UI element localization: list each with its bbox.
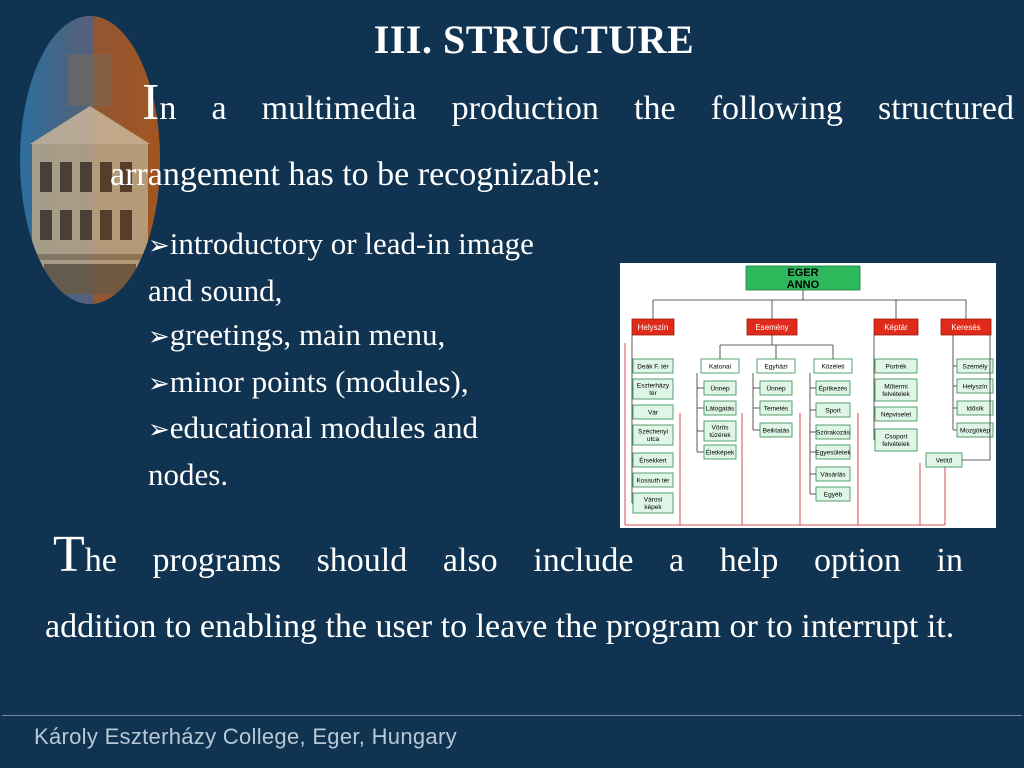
- egyhazi-item-label: Temetés: [763, 405, 789, 413]
- kozeleti-item-label: Szórakozás: [816, 429, 850, 437]
- helyszin-item-label: Széchenyi: [638, 428, 668, 436]
- root-label: EGER: [787, 266, 819, 279]
- intro-line-1: n a multimedia production the following structured: [159, 90, 1014, 127]
- helyszin-item-label: Kossuth tér: [636, 477, 670, 485]
- helyszin-item-label: Városi: [643, 496, 663, 504]
- bullet-item: [148, 360, 618, 407]
- category-label: Keresés: [951, 322, 981, 332]
- katonai-item-label: Vörös: [711, 424, 729, 432]
- keptar-item-label: Portrék: [885, 363, 907, 371]
- slide-title: III. STRUCTURE: [373, 17, 695, 62]
- kereses-item-label: Helyszín: [962, 383, 988, 391]
- category-label: Képtár: [884, 322, 908, 332]
- egyhazi-item-label: Ünnep: [766, 385, 786, 393]
- category-label: Helyszín: [637, 322, 669, 332]
- kereses-item-label: Mozgókép: [960, 427, 990, 435]
- bullet-item: [148, 222, 618, 269]
- footer-institution: Károly Eszterházy College, Eger, Hungary: [34, 724, 457, 749]
- egyhazi-item-label: Beiktatás: [762, 427, 790, 435]
- bullet-text: greetings, main menu,: [169, 317, 446, 352]
- keptar-item-label: Csoport: [884, 433, 908, 441]
- bullet-item: [148, 313, 618, 360]
- keptar-item-label: Műtermi: [884, 383, 908, 391]
- bullet-item: [148, 406, 618, 453]
- kereses-item-label: Idősík: [966, 405, 984, 413]
- keptar-item-label: felvételek: [882, 391, 910, 399]
- esemeny-group-label: Egyházi: [764, 363, 788, 371]
- closing-rest: addition to enabling the user to leave the program or to interrupt it.: [45, 608, 955, 645]
- bullet-text: educational modules and: [169, 410, 478, 445]
- bullet-list: [148, 222, 618, 497]
- keptar-item-label: felvételek: [882, 441, 910, 449]
- arrow-bullet-icon: ➢: [148, 368, 170, 398]
- katonai-item-label: Ünnep: [710, 385, 730, 393]
- kozeleti-item-label: Építkezés: [818, 385, 848, 393]
- bullet-continuation: nodes.: [148, 456, 229, 492]
- arrow-bullet-icon: ➢: [148, 415, 170, 444]
- esemeny-group-label: Közéleti: [821, 363, 845, 371]
- intro-paragraph: [110, 70, 1014, 208]
- katonai-item-label: tüzérek: [709, 432, 731, 440]
- katonai-item-label: Életképek: [705, 449, 735, 457]
- bullet-text: minor points (modules),: [169, 363, 469, 399]
- root-label: ANNO: [786, 278, 820, 291]
- bullet-continuation: and sound,: [148, 272, 283, 308]
- helyszin-item-label: Érsekkert: [639, 457, 667, 465]
- structure-diagram: [620, 263, 996, 528]
- intro-drop-cap: I: [142, 74, 160, 131]
- bullet-text: introductory or lead-in image: [169, 226, 534, 261]
- helyszin-item-label: tér: [649, 390, 657, 398]
- arrow-bullet-icon: ➢: [148, 231, 170, 260]
- kozeleti-item-label: Egyéb: [823, 491, 843, 499]
- kozeleti-item-label: Sport: [825, 407, 841, 415]
- helyszin-item-label: Eszterházy: [636, 382, 670, 390]
- structure-diagram-svg: [620, 263, 996, 528]
- keptar-item-label: Népviselet: [880, 411, 912, 419]
- kozeleti-item-label: Egyesületek: [815, 449, 851, 457]
- closing-paragraph: [45, 522, 963, 660]
- kozeleti-item-label: Vásárlás: [820, 471, 846, 479]
- helyszin-item-label: utca: [646, 436, 660, 444]
- helyszin-item-label: Deák F. tér: [637, 363, 669, 371]
- helyszin-item-label: képek: [644, 504, 662, 512]
- intro-line-2: arrangement has to be recognizable:: [110, 156, 601, 193]
- arrow-bullet-icon: ➢: [148, 322, 170, 351]
- helyszin-item-label: Vár: [647, 409, 659, 417]
- esemeny-group-label: Katonai: [708, 363, 732, 371]
- closing-line-1: he programs should also include a help option in: [84, 542, 963, 579]
- closing-drop-cap: T: [53, 526, 85, 583]
- vetito-label: Vetítő: [935, 457, 953, 465]
- kereses-item-label: Személy: [962, 363, 988, 371]
- katonai-item-label: Látogatás: [705, 405, 735, 413]
- category-label: Esemény: [755, 322, 789, 332]
